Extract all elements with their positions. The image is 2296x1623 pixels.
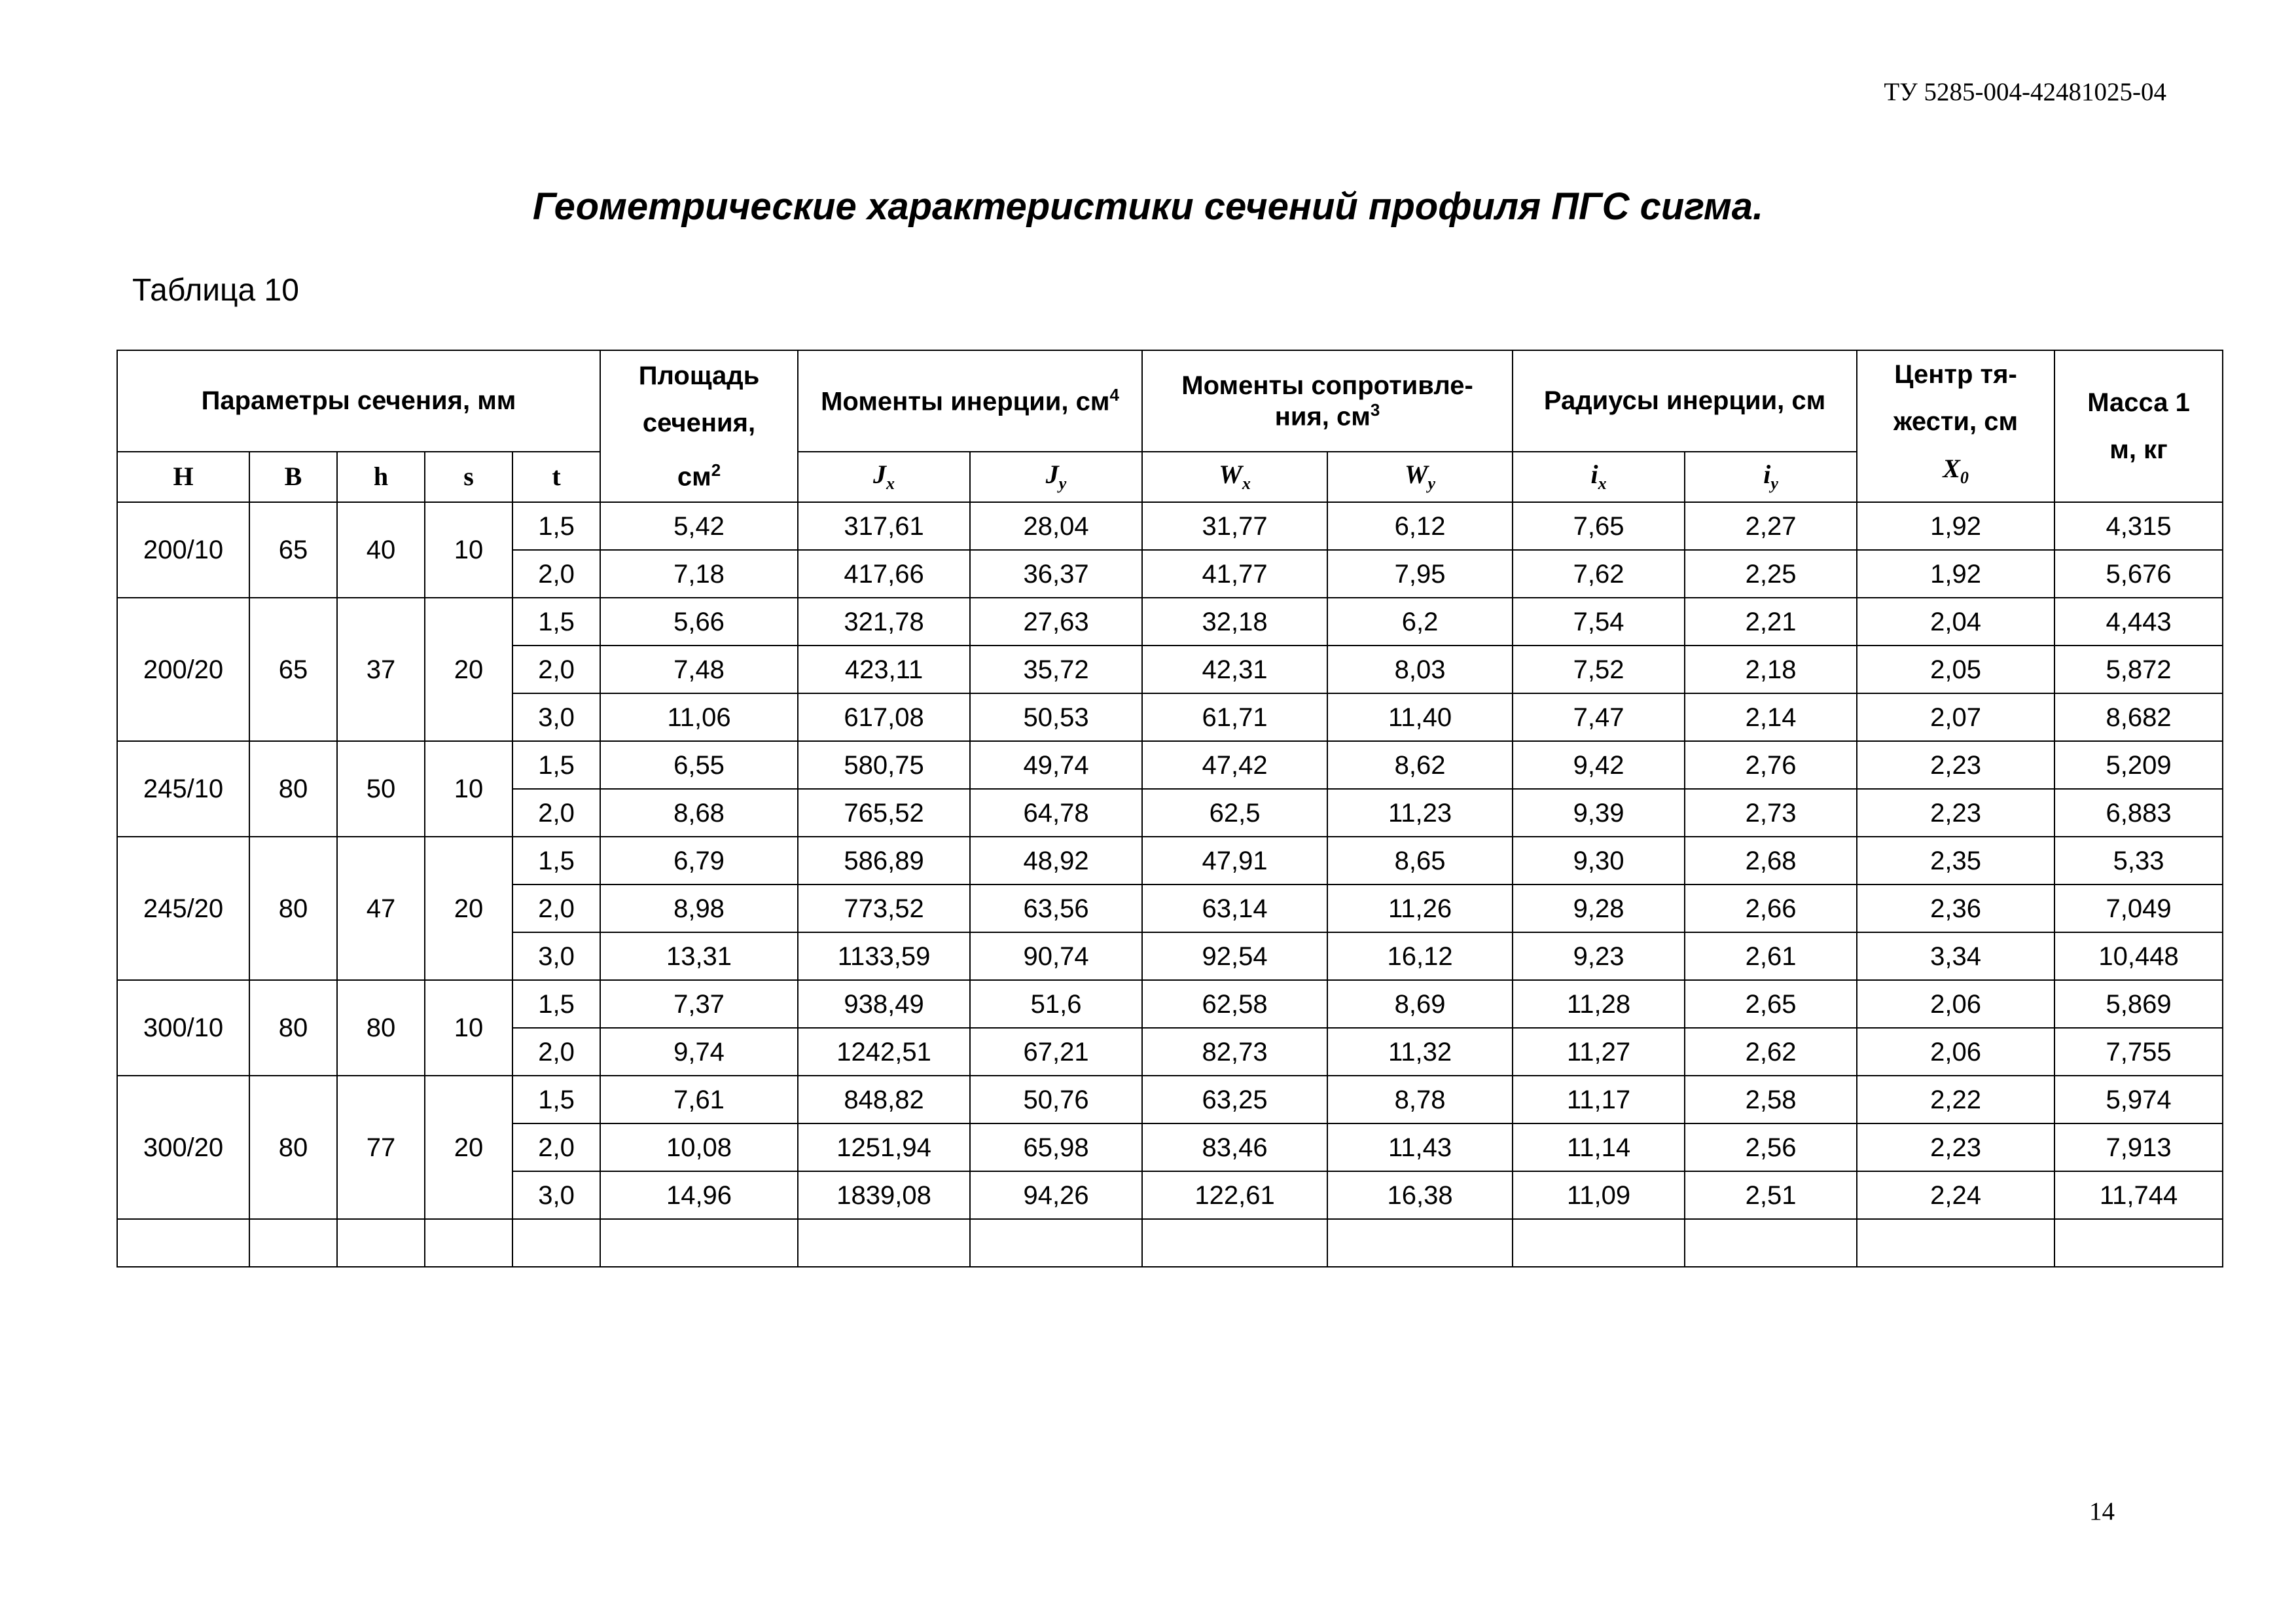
empty-cell	[798, 1219, 970, 1267]
cell-area: 7,48	[600, 646, 798, 693]
table-header	[117, 350, 2223, 502]
cell-ix: 9,23	[1513, 932, 1685, 980]
cell-Wx: 63,25	[1142, 1076, 1327, 1123]
cell-t: 3,0	[512, 693, 600, 741]
cell-Jx: 848,82	[798, 1076, 970, 1123]
empty-cell	[337, 1219, 425, 1267]
col-iy: $i_y$	[1685, 452, 1857, 502]
table-row	[117, 980, 2223, 1028]
empty-cell	[1142, 1219, 1327, 1267]
cell-iy: 2,66	[1685, 884, 1857, 932]
cell-Wx: 122,61	[1142, 1171, 1327, 1219]
col-s: s	[425, 452, 512, 502]
cell-X0: 2,23	[1857, 741, 2054, 789]
cell-area: 8,68	[600, 789, 798, 837]
cell-ix: 11,17	[1513, 1076, 1685, 1123]
cell-s: 20	[425, 837, 512, 980]
center-header: Центр тя- жести, см $X_0$	[1857, 350, 2054, 502]
cell-iy: 2,61	[1685, 932, 1857, 980]
cell-B: 65	[249, 502, 337, 598]
cell-t: 1,5	[512, 980, 600, 1028]
cell-Wy: 11,23	[1327, 789, 1513, 837]
cell-ix: 9,39	[1513, 789, 1685, 837]
cell-X0: 2,07	[1857, 693, 2054, 741]
cell-iy: 2,65	[1685, 980, 1857, 1028]
empty-cell	[512, 1219, 600, 1267]
cell-Jy: 90,74	[970, 932, 1142, 980]
cell-Jx: 423,11	[798, 646, 970, 693]
cell-Jy: 65,98	[970, 1123, 1142, 1171]
cell-Wx: 32,18	[1142, 598, 1327, 646]
cell-X0: 2,36	[1857, 884, 2054, 932]
cell-Jx: 938,49	[798, 980, 970, 1028]
cell-B: 80	[249, 837, 337, 980]
cell-Jx: 1242,51	[798, 1028, 970, 1076]
cell-Wy: 6,12	[1327, 502, 1513, 550]
cell-s: 20	[425, 598, 512, 741]
table-row	[117, 598, 2223, 646]
mass-header: Масса 1 м, кг	[2054, 350, 2223, 502]
cell-Jx: 1251,94	[798, 1123, 970, 1171]
cell-Wx: 62,58	[1142, 980, 1327, 1028]
cell-iy: 2,73	[1685, 789, 1857, 837]
cell-Wy: 6,2	[1327, 598, 1513, 646]
page-title: Геометрические характеристики сечений профиля ПГС сигма.	[532, 185, 1764, 228]
empty-cell	[970, 1219, 1142, 1267]
cell-ix: 9,42	[1513, 741, 1685, 789]
cell-iy: 2,62	[1685, 1028, 1857, 1076]
cell-ix: 7,47	[1513, 693, 1685, 741]
cell-X0: 1,92	[1857, 550, 2054, 598]
page-number: 14	[2089, 1497, 2115, 1525]
radius-header: Радиусы инерции, см	[1513, 350, 1857, 452]
cell-Wx: 92,54	[1142, 932, 1327, 980]
cell-mass: 5,974	[2054, 1076, 2223, 1123]
section-properties-table	[117, 350, 2223, 1267]
cell-Jy: 94,26	[970, 1171, 1142, 1219]
cell-area: 11,06	[600, 693, 798, 741]
cell-area: 9,74	[600, 1028, 798, 1076]
cell-area: 14,96	[600, 1171, 798, 1219]
cell-area: 5,42	[600, 502, 798, 550]
cell-iy: 2,21	[1685, 598, 1857, 646]
cell-Jy: 63,56	[970, 884, 1142, 932]
cell-Wy: 8,03	[1327, 646, 1513, 693]
cell-Jx: 317,61	[798, 502, 970, 550]
cell-iy: 2,14	[1685, 693, 1857, 741]
cell-Jx: 773,52	[798, 884, 970, 932]
cell-iy: 2,68	[1685, 837, 1857, 884]
cell-Wx: 61,71	[1142, 693, 1327, 741]
cell-mass: 5,872	[2054, 646, 2223, 693]
cell-t: 1,5	[512, 502, 600, 550]
cell-B: 80	[249, 1076, 337, 1219]
cell-t: 2,0	[512, 789, 600, 837]
cell-mass: 7,913	[2054, 1123, 2223, 1171]
cell-Jx: 1133,59	[798, 932, 970, 980]
cell-Jy: 35,72	[970, 646, 1142, 693]
cell-Jx: 417,66	[798, 550, 970, 598]
cell-Wx: 31,77	[1142, 502, 1327, 550]
cell-ix: 7,54	[1513, 598, 1685, 646]
cell-s: 10	[425, 980, 512, 1076]
cell-area: 7,37	[600, 980, 798, 1028]
cell-Jx: 580,75	[798, 741, 970, 789]
cell-Wx: 63,14	[1142, 884, 1327, 932]
col-Jy: $J_y$	[970, 452, 1142, 502]
params-header: Параметры сечения, мм	[117, 350, 600, 452]
cell-X0: 2,05	[1857, 646, 2054, 693]
cell-mass: 5,676	[2054, 550, 2223, 598]
cell-H: 245/20	[117, 837, 249, 980]
cell-area: 6,55	[600, 741, 798, 789]
empty-cell	[249, 1219, 337, 1267]
area-header: Площадь сечения, $см^2$	[600, 350, 798, 502]
cell-Jx: 586,89	[798, 837, 970, 884]
cell-h: 77	[337, 1076, 425, 1219]
cell-t: 2,0	[512, 884, 600, 932]
empty-cell	[2054, 1219, 2223, 1267]
table-row	[117, 837, 2223, 884]
empty-cell	[425, 1219, 512, 1267]
cell-ix: 11,28	[1513, 980, 1685, 1028]
cell-t: 2,0	[512, 550, 600, 598]
empty-cell	[117, 1219, 249, 1267]
table-body	[117, 502, 2223, 1267]
cell-Wy: 16,38	[1327, 1171, 1513, 1219]
cell-iy: 2,76	[1685, 741, 1857, 789]
cell-Jx: 1839,08	[798, 1171, 970, 1219]
cell-iy: 2,27	[1685, 502, 1857, 550]
cell-Jy: 28,04	[970, 502, 1142, 550]
cell-X0: 1,92	[1857, 502, 2054, 550]
cell-iy: 2,56	[1685, 1123, 1857, 1171]
cell-Wy: 8,65	[1327, 837, 1513, 884]
cell-mass: 10,448	[2054, 932, 2223, 980]
cell-X0: 2,23	[1857, 1123, 2054, 1171]
cell-Wx: 47,42	[1142, 741, 1327, 789]
cell-mass: 11,744	[2054, 1171, 2223, 1219]
cell-Jy: 51,6	[970, 980, 1142, 1028]
cell-area: 7,18	[600, 550, 798, 598]
cell-Wy: 8,78	[1327, 1076, 1513, 1123]
cell-Wy: 8,69	[1327, 980, 1513, 1028]
cell-area: 8,98	[600, 884, 798, 932]
col-t: t	[512, 452, 600, 502]
cell-Jy: 50,53	[970, 693, 1142, 741]
table-row	[117, 502, 2223, 550]
cell-t: 1,5	[512, 1076, 600, 1123]
cell-t: 1,5	[512, 598, 600, 646]
cell-h: 80	[337, 980, 425, 1076]
table-row	[117, 741, 2223, 789]
cell-t: 3,0	[512, 932, 600, 980]
cell-Jx: 321,78	[798, 598, 970, 646]
cell-area: 13,31	[600, 932, 798, 980]
cell-s: 10	[425, 502, 512, 598]
cell-area: 6,79	[600, 837, 798, 884]
cell-X0: 3,34	[1857, 932, 2054, 980]
cell-area: 5,66	[600, 598, 798, 646]
cell-B: 80	[249, 980, 337, 1076]
cell-h: 37	[337, 598, 425, 741]
cell-mass: 5,33	[2054, 837, 2223, 884]
cell-Wy: 11,26	[1327, 884, 1513, 932]
cell-mass: 5,209	[2054, 741, 2223, 789]
cell-mass: 7,755	[2054, 1028, 2223, 1076]
empty-row	[117, 1219, 2223, 1267]
cell-s: 10	[425, 741, 512, 837]
cell-B: 65	[249, 598, 337, 741]
cell-Wx: 41,77	[1142, 550, 1327, 598]
empty-cell	[1327, 1219, 1513, 1267]
inertia-header: Моменты инерции, $см^4$	[798, 350, 1142, 452]
empty-cell	[600, 1219, 798, 1267]
cell-Jy: 67,21	[970, 1028, 1142, 1076]
cell-h: 47	[337, 837, 425, 980]
cell-Jy: 49,74	[970, 741, 1142, 789]
cell-Jy: 64,78	[970, 789, 1142, 837]
cell-Jy: 48,92	[970, 837, 1142, 884]
cell-area: 7,61	[600, 1076, 798, 1123]
cell-t: 1,5	[512, 741, 600, 789]
cell-s: 20	[425, 1076, 512, 1219]
col-Wy: $W_y$	[1327, 452, 1513, 502]
cell-Jy: 36,37	[970, 550, 1142, 598]
cell-Jy: 50,76	[970, 1076, 1142, 1123]
cell-X0: 2,24	[1857, 1171, 2054, 1219]
cell-B: 80	[249, 741, 337, 837]
cell-t: 3,0	[512, 1171, 600, 1219]
cell-X0: 2,06	[1857, 980, 2054, 1028]
cell-t: 2,0	[512, 646, 600, 693]
cell-Jy: 27,63	[970, 598, 1142, 646]
cell-t: 2,0	[512, 1028, 600, 1076]
cell-Wx: 62,5	[1142, 789, 1327, 837]
cell-H: 200/10	[117, 502, 249, 598]
empty-cell	[1685, 1219, 1857, 1267]
document-code: ТУ 5285-004-42481025-04	[1884, 78, 2166, 106]
cell-mass: 8,682	[2054, 693, 2223, 741]
cell-Wx: 47,91	[1142, 837, 1327, 884]
cell-h: 40	[337, 502, 425, 598]
cell-iy: 2,51	[1685, 1171, 1857, 1219]
table-label: Таблица 10	[132, 273, 299, 308]
cell-X0: 2,23	[1857, 789, 2054, 837]
cell-H: 245/10	[117, 741, 249, 837]
cell-t: 2,0	[512, 1123, 600, 1171]
cell-X0: 2,35	[1857, 837, 2054, 884]
col-Wx: $W_x$	[1142, 452, 1327, 502]
cell-mass: 4,315	[2054, 502, 2223, 550]
cell-mass: 7,049	[2054, 884, 2223, 932]
cell-t: 1,5	[512, 837, 600, 884]
cell-Jx: 617,08	[798, 693, 970, 741]
cell-Wy: 16,12	[1327, 932, 1513, 980]
cell-mass: 6,883	[2054, 789, 2223, 837]
cell-H: 300/10	[117, 980, 249, 1076]
cell-iy: 2,18	[1685, 646, 1857, 693]
empty-cell	[1857, 1219, 2054, 1267]
col-Jx: $J_x$	[798, 452, 970, 502]
cell-Wx: 42,31	[1142, 646, 1327, 693]
cell-h: 50	[337, 741, 425, 837]
cell-Wx: 82,73	[1142, 1028, 1327, 1076]
cell-iy: 2,25	[1685, 550, 1857, 598]
cell-ix: 9,30	[1513, 837, 1685, 884]
cell-ix: 7,62	[1513, 550, 1685, 598]
cell-X0: 2,04	[1857, 598, 2054, 646]
resistance-header: Моменты сопротивле- ния, $см^3$	[1142, 350, 1513, 452]
cell-ix: 7,65	[1513, 502, 1685, 550]
cell-Wy: 7,95	[1327, 550, 1513, 598]
col-B: B	[249, 452, 337, 502]
table-row	[117, 1076, 2223, 1123]
cell-Wy: 11,40	[1327, 693, 1513, 741]
cell-ix: 11,27	[1513, 1028, 1685, 1076]
cell-X0: 2,06	[1857, 1028, 2054, 1076]
cell-mass: 4,443	[2054, 598, 2223, 646]
col-ix: $i_x$	[1513, 452, 1685, 502]
cell-Jx: 765,52	[798, 789, 970, 837]
empty-cell	[1513, 1219, 1685, 1267]
cell-ix: 7,52	[1513, 646, 1685, 693]
cell-Wy: 8,62	[1327, 741, 1513, 789]
cell-X0: 2,22	[1857, 1076, 2054, 1123]
col-H: H	[117, 452, 249, 502]
cell-Wy: 11,32	[1327, 1028, 1513, 1076]
cell-Wx: 83,46	[1142, 1123, 1327, 1171]
cell-H: 200/20	[117, 598, 249, 741]
cell-iy: 2,58	[1685, 1076, 1857, 1123]
cell-ix: 11,14	[1513, 1123, 1685, 1171]
col-h: h	[337, 452, 425, 502]
cell-ix: 9,28	[1513, 884, 1685, 932]
cell-Wy: 11,43	[1327, 1123, 1513, 1171]
cell-area: 10,08	[600, 1123, 798, 1171]
cell-mass: 5,869	[2054, 980, 2223, 1028]
cell-H: 300/20	[117, 1076, 249, 1219]
cell-ix: 11,09	[1513, 1171, 1685, 1219]
